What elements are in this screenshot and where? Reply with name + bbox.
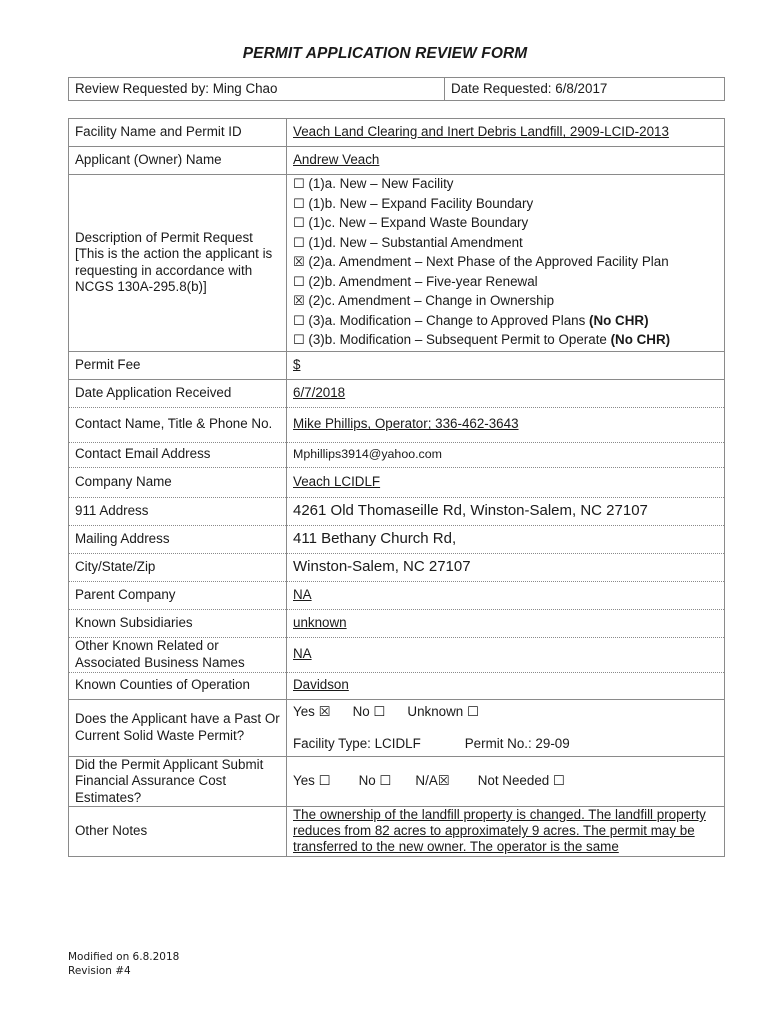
notes-label: Other Notes bbox=[69, 807, 287, 857]
fee-value: $ bbox=[287, 351, 725, 379]
row-email bbox=[69, 442, 725, 467]
financial-yes[interactable]: Yes ☐ bbox=[293, 773, 331, 788]
row-description bbox=[69, 175, 725, 352]
checkbox-icon[interactable]: ☐ bbox=[293, 196, 305, 212]
mailing-label: Mailing Address bbox=[69, 525, 287, 553]
checkbox-icon[interactable]: ☐ bbox=[293, 177, 305, 192]
description-options bbox=[287, 175, 725, 352]
address-911-value: 4261 Old Thomaseille Rd, Winston-Salem, NC 27107 bbox=[287, 497, 725, 525]
fee-label: Permit Fee bbox=[69, 351, 287, 379]
option-1b: ☐ (1)b. New – Expand Facility Boundary bbox=[293, 195, 534, 212]
facility-value: Veach Land Clearing and Inert Debris Landfill, 2909-LCID-2013 bbox=[287, 119, 725, 147]
checkbox-checked-icon[interactable]: ☒ bbox=[293, 255, 305, 270]
financial-no[interactable]: No ☐ bbox=[358, 773, 392, 788]
row-notes bbox=[69, 807, 725, 857]
row-related bbox=[69, 637, 725, 672]
counties-label: Known Counties of Operation bbox=[69, 672, 287, 699]
related-value: NA bbox=[287, 637, 725, 672]
checkbox-icon[interactable]: ☐ bbox=[293, 333, 305, 348]
contact-value: Mike Phillips, Operator; 336-462-3643 bbox=[287, 407, 725, 442]
past-permit-label: Does the Applicant have a Past Or Current Solid Waste Permit? bbox=[69, 699, 287, 756]
form-title: PERMIT APPLICATION REVIEW FORM bbox=[242, 45, 528, 62]
row-parent bbox=[69, 581, 725, 609]
option-2b: ☐ (2)b. Amendment – Five-year Renewal bbox=[293, 273, 538, 290]
financial-not-needed[interactable]: Not Needed ☐ bbox=[477, 773, 565, 788]
row-subsidiaries bbox=[69, 609, 725, 637]
option-1d: ☐ (1)d. New – Substantial Amendment bbox=[293, 234, 523, 251]
financial-na[interactable]: N/A☒ bbox=[415, 773, 450, 788]
past-permit-no[interactable]: No ☐ bbox=[352, 703, 386, 719]
option-2a: ☒ (2)a. Amendment – Next Phase of the Approved Facility Plan bbox=[293, 254, 669, 270]
permit-details-table bbox=[68, 118, 725, 857]
past-permit-answer bbox=[287, 699, 725, 756]
footer bbox=[68, 950, 179, 978]
city-label: City/State/Zip bbox=[69, 553, 287, 581]
row-contact bbox=[69, 407, 725, 442]
row-company bbox=[69, 467, 725, 497]
revision: Revision #4 bbox=[68, 965, 131, 977]
row-911-address bbox=[69, 497, 725, 525]
option-1a: ☐ (1)a. New – New Facility bbox=[293, 176, 454, 192]
option-2c: ☒ (2)c. Amendment – Change in Ownership bbox=[293, 293, 555, 309]
checkbox-icon[interactable]: ☐ bbox=[293, 235, 305, 251]
checkbox-checked-icon[interactable]: ☒ bbox=[293, 294, 305, 309]
company-label: Company Name bbox=[69, 467, 287, 497]
description-label: Description of Permit Request [This is the action the applicant is requesting in accordance with NCGS 130A-295.8(b)] bbox=[69, 175, 287, 352]
city-value: Winston-Salem, NC 27107 bbox=[287, 553, 725, 581]
past-permit-yes[interactable]: Yes ☒ bbox=[293, 703, 331, 719]
date-received-label: Date Application Received bbox=[69, 379, 287, 407]
company-value: Veach LCIDLF bbox=[287, 467, 725, 497]
related-label: Other Known Related or Associated Business Names bbox=[69, 637, 287, 672]
row-city bbox=[69, 553, 725, 581]
notes-value: The ownership of the landfill property is changed. The landfill property reduces from 82 acres to approximately 9 acres. The permit may be transferred to the new owner. The operator is the same bbox=[287, 807, 725, 857]
review-requested-by: Review Requested by: Ming Chao bbox=[69, 78, 445, 101]
facility-type: Facility Type: LCIDLF bbox=[293, 735, 421, 751]
permit-no: Permit No.: 29-09 bbox=[464, 735, 570, 751]
checkbox-icon[interactable]: ☐ bbox=[293, 216, 305, 231]
modified-date: Modified on 6.8.2018 bbox=[68, 951, 180, 963]
row-financial bbox=[69, 756, 725, 807]
contact-label: Contact Name, Title & Phone No. bbox=[69, 407, 287, 442]
email-label: Contact Email Address bbox=[69, 442, 287, 467]
option-3a: ☐ (3)a. Modification – Change to Approved Plans (No CHR) bbox=[293, 312, 649, 329]
row-fee bbox=[69, 351, 725, 379]
row-mailing bbox=[69, 525, 725, 553]
option-3b: ☐ (3)b. Modification – Subsequent Permit to Operate (No CHR) bbox=[293, 332, 671, 348]
option-1c: ☐ (1)c. New – Expand Waste Boundary bbox=[293, 215, 529, 231]
financial-label: Did the Permit Applicant Submit Financial Assurance Cost Estimates? bbox=[69, 756, 287, 807]
row-counties bbox=[69, 672, 725, 699]
applicant-label: Applicant (Owner) Name bbox=[69, 147, 287, 175]
review-header-table bbox=[68, 77, 725, 101]
date-requested: Date Requested: 6/8/2017 bbox=[445, 78, 725, 101]
facility-label: Facility Name and Permit ID bbox=[69, 119, 287, 147]
subsidiaries-value: unknown bbox=[287, 609, 725, 637]
financial-answer bbox=[287, 756, 725, 807]
email-value: Mphillips3914@yahoo.com bbox=[287, 442, 725, 467]
address-911-label: 911 Address bbox=[69, 497, 287, 525]
row-past-permit bbox=[69, 699, 725, 756]
checkbox-icon[interactable]: ☐ bbox=[293, 274, 305, 290]
applicant-value: Andrew Veach bbox=[287, 147, 725, 175]
counties-value: Davidson bbox=[287, 672, 725, 699]
row-facility bbox=[69, 119, 725, 147]
parent-label: Parent Company bbox=[69, 581, 287, 609]
past-permit-unknown[interactable]: Unknown ☐ bbox=[407, 703, 479, 719]
mailing-value: 411 Bethany Church Rd, bbox=[287, 525, 725, 553]
parent-value: NA bbox=[287, 581, 725, 609]
row-date-received bbox=[69, 379, 725, 407]
date-received-value: 6/7/2018 bbox=[287, 379, 725, 407]
checkbox-icon[interactable]: ☐ bbox=[293, 313, 305, 329]
subsidiaries-label: Known Subsidiaries bbox=[69, 609, 287, 637]
row-applicant bbox=[69, 147, 725, 175]
